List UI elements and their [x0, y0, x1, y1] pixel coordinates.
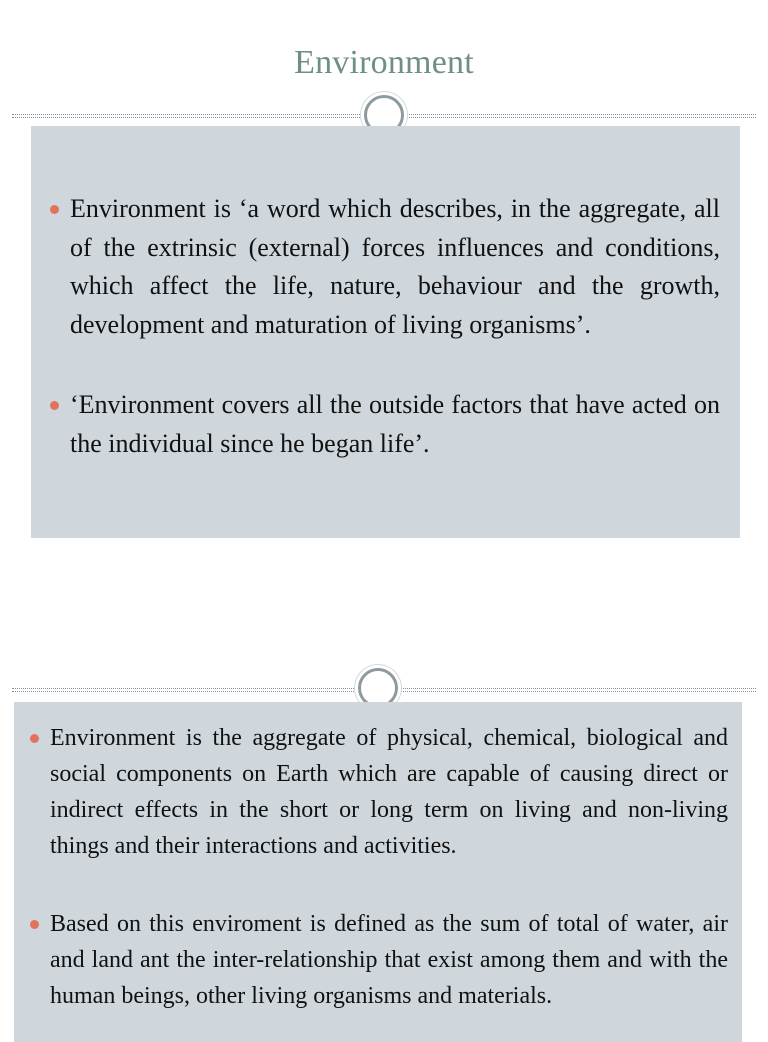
bullet-item — [50, 906, 728, 1014]
bullet-text: Environment is the aggregate of physical, chemical, biological and social components on Earth which are capable of causing direct or indirect effects in the short or long term on living and non-living things and their interactions and activities. — [50, 725, 728, 859]
bullet-item — [70, 190, 720, 344]
bullet-list — [50, 720, 728, 1014]
bullet-item — [70, 386, 720, 463]
bullet-dot-icon — [50, 401, 59, 410]
bullet-text: Environment is ‘a word which describes, in the aggregate, all of the extrinsic (external) forces influences and conditions, which affect the life, nature, behaviour and the growth, development and maturation of living organisms’. — [70, 194, 720, 339]
slide-title: Environment — [294, 44, 474, 81]
bullet-dot-icon — [30, 734, 39, 743]
bullet-list — [70, 190, 720, 463]
bullet-dot-icon — [50, 205, 59, 214]
bullet-dot-icon — [30, 920, 39, 929]
bullet-item — [50, 720, 728, 864]
bullet-text: Based on this enviroment is defined as the sum of total of water, air and land ant the inter-relationship that exist among them and with the human beings, other living organisms and materials. — [50, 911, 728, 1009]
bullet-text: ‘Environment covers all the outside factors that have acted on the individual since he began life’. — [70, 390, 720, 458]
slide-2 — [0, 640, 768, 1024]
